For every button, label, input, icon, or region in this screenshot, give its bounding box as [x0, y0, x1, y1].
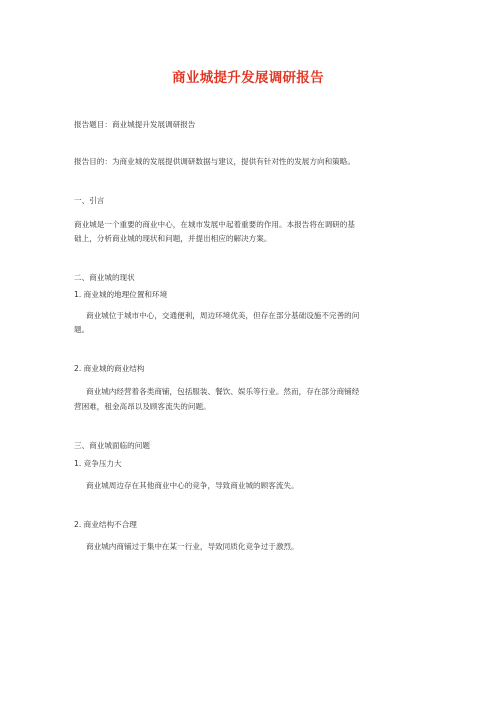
paragraph-line: 商业城是一个重要的商业中心，在城市发展中起着重要的作用。本报告将在调研的基	[74, 220, 355, 229]
subsection-heading-location: 1. 商业城的地理位置和环境	[74, 290, 168, 299]
paragraph-line: 础上，分析商业城的现状和问题，并提出相应的解决方案。	[74, 234, 272, 243]
section-heading-problems: 三、商业城面临的问题	[74, 441, 150, 450]
subsection-heading-structure-issue: 2. 商业结构不合理	[74, 520, 137, 529]
paragraph-line: 题。	[74, 325, 90, 334]
paragraph-line: 营困难，租金高昂以及顾客流失的问题。	[74, 402, 211, 411]
subsection-heading-competition: 1. 竞争压力大	[74, 459, 122, 468]
paragraph-line: 商业城内商铺过于集中在某一行业，导致同质化竞争过于激烈。	[86, 542, 299, 551]
report-subject: 报告题目：商业城提升发展调研报告	[74, 120, 196, 129]
paragraph-line: 商业城周边存在其他商业中心的竞争，导致商业城的顾客流失。	[86, 481, 299, 490]
paragraph-line: 商业城位于城市中心，交通便利，周边环境优美，但存在部分基础设施不完善的问	[86, 311, 360, 320]
document-title: 商业城提升发展调研报告	[172, 70, 324, 86]
section-heading-introduction: 一、引言	[74, 196, 105, 205]
section-heading-current-status: 二、商业城的现状	[74, 273, 135, 282]
paragraph-line: 商业城内经营着各类商铺，包括服装、餐饮、娱乐等行业。然而，存在部分商铺经	[86, 387, 360, 396]
report-purpose: 报告目的：为商业城的发展提供调研数据与建议，提供有针对性的发展方向和策略。	[74, 157, 355, 166]
subsection-heading-business-structure: 2. 商业城的商业结构	[74, 364, 145, 373]
